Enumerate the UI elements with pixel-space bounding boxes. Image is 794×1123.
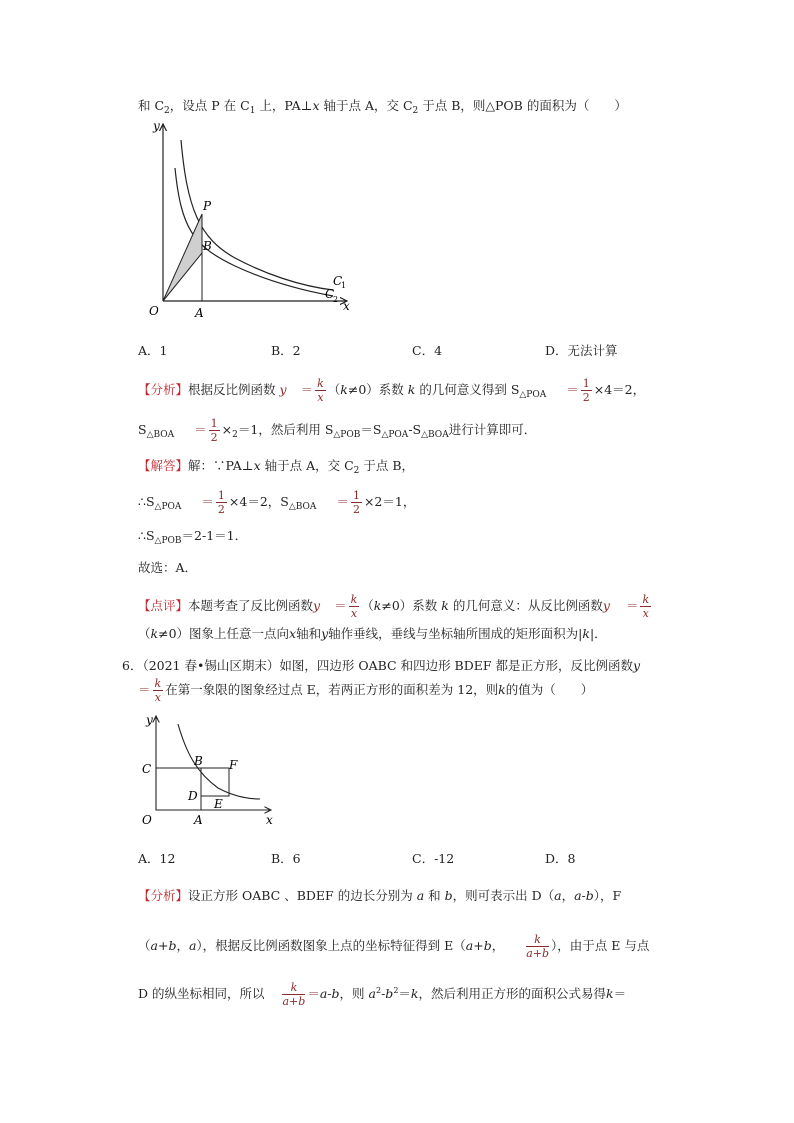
fig5-c2-sub: 2 — [333, 295, 339, 304]
fig6-f-label: F — [229, 758, 238, 772]
q5-option-b[interactable]: B．2 — [271, 343, 301, 358]
q6-analysis-line1: 【分析】设正方形 OABC 、BDEF 的边长分别为 a 和 b，则可表示出 D（a，a-b），F — [138, 888, 622, 903]
q5-choice: 故选：A． — [138, 560, 198, 575]
q6-stem-line2: ＝ $\frac{k}{x}$ 在第一象限的图象经过点 E，若两正方形的面积差为 12，则k的值为（ ） — [138, 677, 594, 704]
q5-option-d[interactable]: D．无法计算 — [545, 343, 618, 358]
fig5-x-label: x — [343, 299, 350, 313]
q6-figure — [138, 712, 288, 832]
fig5-c1-label: C — [333, 274, 343, 288]
fig5-c1-sub: 1 — [341, 281, 347, 290]
q5-comment-line1: 【点评】本题考查了反比例函数y ＝ $\frac{k}{x}$ （k≠0）系数 k 的几何意义：从反比例函数y ＝ $\frac{k}{x}$ — [138, 593, 650, 620]
fig6-y-label: y — [146, 713, 153, 727]
fig5-c2-label: C — [325, 287, 335, 301]
q6-analysis-line2: （a+b，a），根据反比例函数图象上点的坐标特征得到 E（a+b， $\frac{k}{a+b}$ ），由于点 E 与点 — [138, 933, 650, 960]
fig6-e-label: E — [214, 797, 223, 811]
fig5-p-label: P — [203, 199, 212, 213]
fig5-b-label: B — [203, 239, 212, 253]
q6-analysis-line3: D 的纵坐标相同，所以 $\frac{k}{a+b}$ ＝a-b，则 $a^2-b^2=k$，然后利用正方形的面积公式易得k＝ — [138, 981, 627, 1008]
q5-figure — [135, 118, 360, 323]
fig6-x-label: x — [266, 813, 273, 827]
q6-option-b[interactable]: B．6 — [271, 851, 301, 866]
q5-solution-line2: $\therefore S_{\triangle POA}$ ＝ $\frac{1}{2}$ ×4＝2，$S_{\triangle BOA}$ ＝ $\frac{1}{2}$ ×2＝1， — [138, 489, 416, 516]
fig5-y-label: y — [153, 119, 160, 133]
q5-stem: 和 $C_2$，设点 P 在 $C_1$ 上，PA⊥x 轴于点 A，交 $C_2$ 于点 B，则△POB 的面积为（ ） — [138, 98, 627, 116]
fig6-o-label: O — [142, 813, 152, 827]
q5-option-a[interactable]: A．1 — [138, 343, 168, 358]
fig6-c-label: C — [142, 762, 152, 776]
fig6-a-label: A — [194, 813, 203, 827]
fig5-a-label: A — [195, 306, 204, 320]
q5-comment-line2: （k≠0）图象上任意一点向x轴和y轴作垂线，垂线与坐标轴所围成的矩形面积为|k|． — [138, 626, 607, 641]
fig5-o-label: O — [149, 304, 159, 318]
fig6-b-label: B — [194, 754, 203, 768]
fig6-d-label: D — [188, 789, 198, 803]
q5-solution-line3: $\therefore S_{\triangle POB}=2-1=1$． — [138, 528, 248, 546]
q5-option-c[interactable]: C．4 — [412, 343, 443, 358]
q6-option-d[interactable]: D．8 — [545, 851, 576, 866]
q6-option-c[interactable]: C．-12 — [412, 851, 455, 866]
q6-option-a[interactable]: A．12 — [138, 851, 176, 866]
q5-analysis-line2: $S_{\triangle BOA}$ ＝ $\frac{1}{2}$ $\times_2=1$，然后利用 $S_{\triangle POB}=S_{\triangle POA}-S_{\triangle BOA}$进行计算即可． — [138, 417, 537, 444]
q5-solution-line1: 【解答】解：∵PA⊥x 轴于点 A，交 $C_2$ 于点 B， — [138, 458, 415, 476]
q6-stem-line1: 6．（2021 春•锡山区期末）如图，四边形 OABC 和四边形 BDEF 都是正方形，反比例函数y — [122, 658, 641, 673]
q5-analysis-line1: 【分析】根据反比例函数 y ＝ $\frac{k}{x}$ （k≠0）系数 k 的几何意义得到 $S_{\triangle POA}$ ＝ $\frac{1}{2}$ ×4＝2， — [138, 377, 646, 404]
